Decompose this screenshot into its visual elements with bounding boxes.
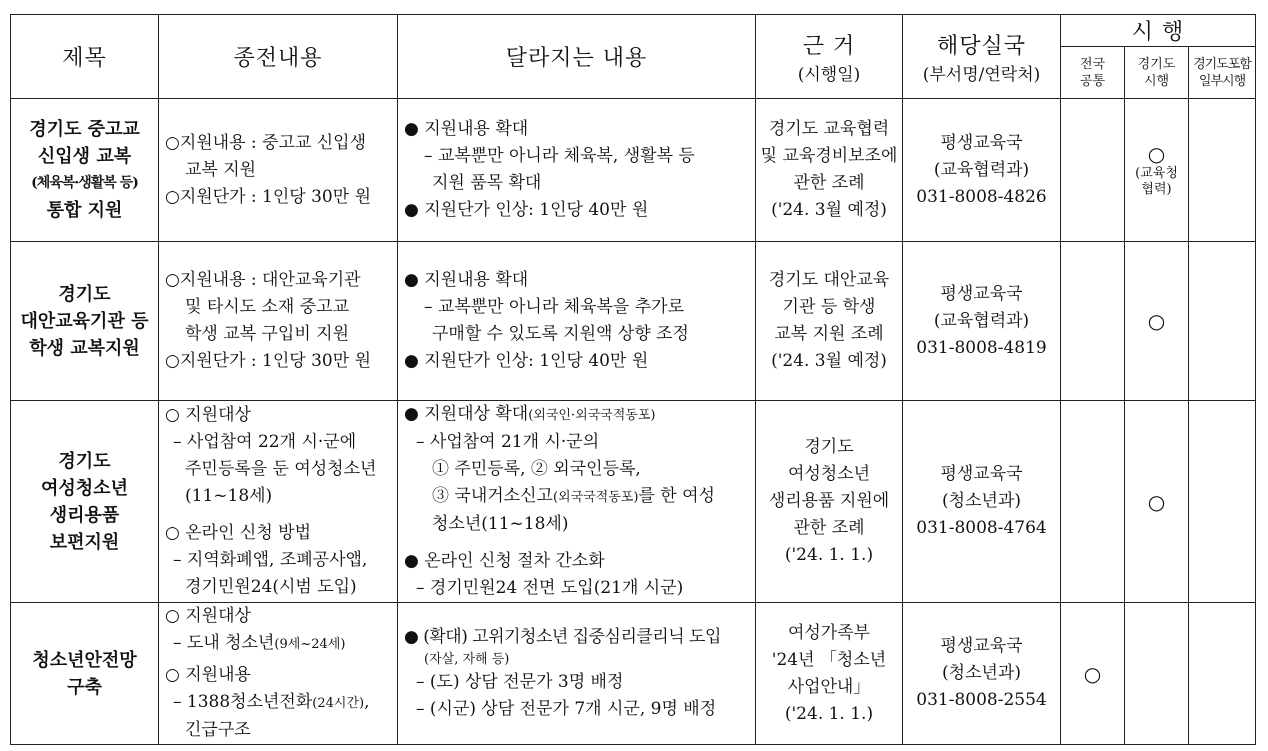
mark-national (1061, 242, 1125, 401)
row-prev: ○ 지원대상 – 도내 청소년(9세~24세) ○ 지원내용 – 1388청소년전화(24시간), 긴급구조 (159, 603, 398, 745)
row-title: 경기도 대안교육기관 등 학생 교복지원 (11, 242, 159, 401)
row-title: 경기도 여성청소년 생리용품 보편지원 (11, 401, 159, 603)
row-change: ● 지원내용 확대 – 교복뿐만 아니라 체육복, 생활복 등 지원 품목 확대 ● 지원단가 인상: 1인당 40만 원 (398, 99, 756, 242)
row-dept: 평생교육국 (청소년과) 031-8008-4764 (903, 401, 1061, 603)
row-basis: 경기도 대안교육 기관 등 학생 교복 지원 조례 ('24. 3월 예정) (756, 242, 903, 401)
header-impl-national: 전국 공통 (1061, 47, 1125, 99)
row-basis: 여성가족부 '24년 「청소년 사업안내」 ('24. 1. 1.) (756, 603, 903, 745)
row-prev: ○ 지원대상 – 사업참여 22개 시·군에 주민등록을 둔 여성청소년 (11~18세) ○ 온라인 신청 방법 – 지역화폐앱, 조폐공사앱, 경기민원24(시범 도입) (159, 401, 398, 603)
mark-partial (1189, 242, 1256, 401)
mark-gyeonggi (1125, 603, 1189, 745)
table-row (11, 242, 1256, 401)
table-row (11, 603, 1256, 745)
header-prev: 종전내용 (159, 15, 398, 99)
row-basis: 경기도 여성청소년 생리용품 지원에 관한 조례 ('24. 1. 1.) (756, 401, 903, 603)
header-impl-partial: 경기도포함 일부시행 (1189, 47, 1256, 99)
row-prev: ○지원내용 : 중고교 신입생 교복 지원 ○지원단가 : 1인당 30만 원 (159, 99, 398, 242)
row-change: ● 지원내용 확대 – 교복뿐만 아니라 체육복을 추가로 구매할 수 있도록 지원액 상향 조정 ● 지원단가 인상: 1인당 40만 원 (398, 242, 756, 401)
mark-gyeonggi: ○ (1125, 242, 1189, 401)
header-impl: 시 행 (1061, 15, 1256, 47)
table-row (11, 401, 1256, 603)
header-basis: 근 거 (시행일) (756, 15, 903, 99)
mark-partial (1189, 99, 1256, 242)
row-dept: 평생교육국 (청소년과) 031-8008-2554 (903, 603, 1061, 745)
mark-partial (1189, 401, 1256, 603)
header-title: 제목 (11, 15, 159, 99)
row-dept: 평생교육국 (교육협력과) 031-8008-4826 (903, 99, 1061, 242)
mark-partial (1189, 603, 1256, 745)
header-impl-gyeonggi: 경기도 시행 (1125, 47, 1189, 99)
row-change: ● 지원대상 확대(외국인·외국국적동포) – 사업참여 21개 시·군의 ① 주민등록, ② 외국인등록, ③ 국내거소신고(외국국적동포)를 한 여성 청소년(11~18세) ● 온라인 신청 절차 간소화 – 경기민원24 전면 도입(21개 시군) (398, 401, 756, 603)
mark-national (1061, 401, 1125, 603)
row-title: 경기도 중고교 신입생 교복 (체육복·생활복 등) 통합 지원 (11, 99, 159, 242)
mark-gyeonggi: ○ (1125, 401, 1189, 603)
row-title: 청소년안전망 구축 (11, 603, 159, 745)
mark-gyeonggi: ○ (교육청 협력) (1125, 99, 1189, 242)
row-dept: 평생교육국 (교육협력과) 031-8008-4819 (903, 242, 1061, 401)
header-change: 달라지는 내용 (398, 15, 756, 99)
mark-national: ○ (1061, 603, 1125, 745)
table-row (11, 99, 1256, 242)
policy-table (10, 14, 1256, 745)
header-dept: 해당실국 (부서명/연락처) (903, 15, 1061, 99)
mark-national (1061, 99, 1125, 242)
row-basis: 경기도 교육협력 및 교육경비보조에 관한 조례 ('24. 3월 예정) (756, 99, 903, 242)
row-prev: ○지원내용 : 대안교육기관 및 타시도 소재 중고교 학생 교복 구입비 지원 ○지원단가 : 1인당 30만 원 (159, 242, 398, 401)
row-change: ● (확대) 고위기청소년 집중심리클리닉 도입 (자살, 자해 등) – (도) 상담 전문가 3명 배정 – (시군) 상담 전문가 7개 시군, 9명 배정 (398, 603, 756, 745)
